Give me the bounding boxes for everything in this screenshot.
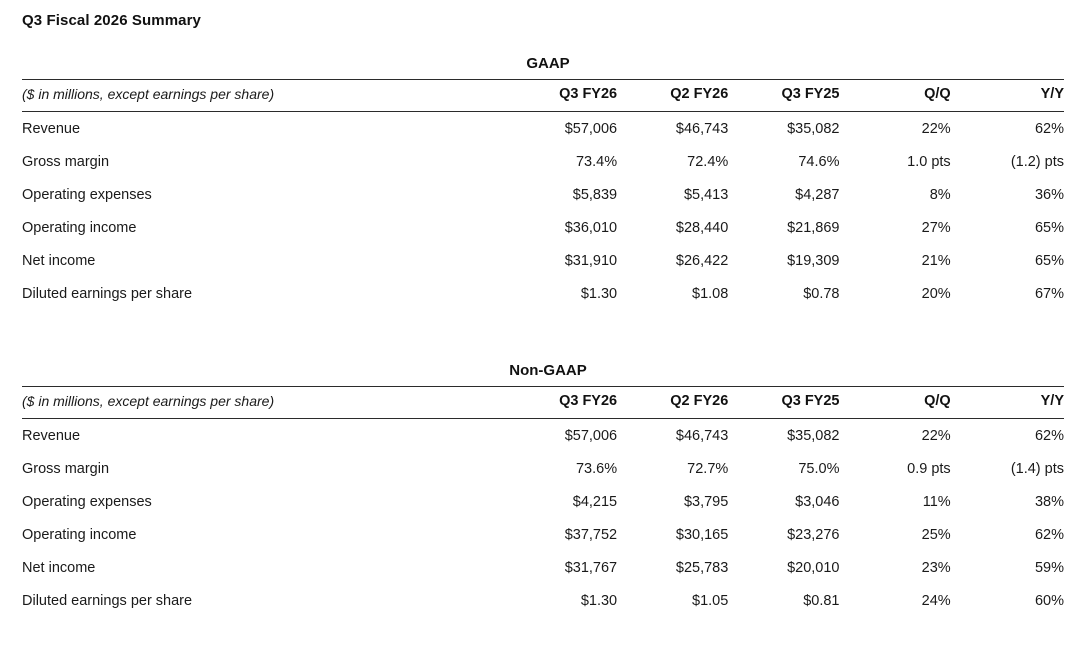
gaap-opex-q3fy25: $4,287: [795, 186, 840, 203]
non-gaap-diluted-eps-q2fy26: $1.05: [692, 592, 729, 609]
gaap-gross-margin-yoy: (1.2) pts: [1010, 153, 1064, 170]
gaap-row-label-operating-income: Operating income: [22, 219, 137, 236]
gaap-gross-margin-q3fy25: 74.6%: [798, 153, 840, 170]
gaap-gross-margin-q2fy26: 72.4%: [687, 153, 729, 170]
gaap-operating-income-yoy: 65%: [1034, 219, 1064, 236]
non-gaap-col-q3fy26: Q3 FY26: [506, 387, 617, 419]
gaap-diluted-eps-yoy: 67%: [1034, 285, 1064, 302]
non-gaap-net-income-q3fy25: $20,010: [787, 559, 840, 576]
non-gaap-diluted-eps-q3fy25: $0.81: [803, 592, 840, 609]
gaap-units-note: ($ in millions, except earnings per share): [22, 80, 506, 112]
non-gaap-row-label-gross-margin: Gross margin: [22, 460, 110, 477]
non-gaap-section-heading-label: Non-GAAP: [509, 362, 587, 379]
non-gaap-gross-margin-yoy: (1.4) pts: [1010, 460, 1064, 477]
non-gaap-row-label-diluted-eps: Diluted earnings per share: [22, 592, 193, 609]
non-gaap-row-label-revenue: Revenue: [22, 427, 81, 444]
non-gaap-table: [22, 386, 1064, 617]
non-gaap-revenue-yoy: 62%: [1034, 427, 1064, 444]
non-gaap-net-income-qoq: 23%: [921, 559, 951, 576]
non-gaap-revenue-q3fy26: $57,006: [564, 427, 618, 444]
non-gaap-net-income-q2fy26: $25,783: [675, 559, 729, 576]
gaap-opex-q2fy26: $5,413: [683, 186, 729, 203]
non-gaap-row-label-operating-expenses: Operating expenses: [22, 493, 152, 510]
non-gaap-units-note: ($ in millions, except earnings per share): [22, 387, 506, 419]
non-gaap-diluted-eps-qoq: 24%: [921, 592, 951, 609]
non-gaap-operating-income-yoy: 62%: [1034, 526, 1064, 543]
gaap-section: [22, 55, 1064, 310]
table-row: [22, 244, 1064, 277]
non-gaap-net-income-q3fy26: $31,767: [564, 559, 618, 576]
gaap-diluted-eps-q2fy26: $1.08: [692, 285, 729, 302]
non-gaap-operating-income-qoq: 25%: [921, 526, 951, 543]
non-gaap-gross-margin-qoq: 0.9 pts: [907, 460, 951, 477]
gaap-revenue-yoy: 62%: [1034, 120, 1064, 137]
gaap-col-q3fy26: Q3 FY26: [506, 80, 617, 112]
table-row: [22, 452, 1064, 485]
non-gaap-gross-margin-q2fy26: 72.7%: [687, 460, 729, 477]
non-gaap-table-header-row: [22, 387, 1064, 419]
non-gaap-opex-q2fy26: $3,795: [683, 493, 729, 510]
gaap-net-income-yoy: 65%: [1034, 252, 1064, 269]
gaap-net-income-q3fy26: $31,910: [564, 252, 618, 269]
table-row: [22, 211, 1064, 244]
gaap-col-yoy: Y/Y: [951, 80, 1064, 112]
table-row: [22, 112, 1064, 146]
non-gaap-opex-qoq: 11%: [922, 493, 951, 510]
gaap-gross-margin-qoq: 1.0 pts: [907, 153, 951, 170]
non-gaap-gross-margin-q3fy26: 73.6%: [575, 460, 618, 477]
gaap-opex-yoy: 36%: [1034, 186, 1064, 203]
gaap-net-income-qoq: 21%: [921, 252, 951, 269]
non-gaap-operating-income-q3fy25: $23,276: [787, 526, 840, 543]
gaap-row-label-net-income: Net income: [22, 252, 96, 269]
gaap-operating-income-q2fy26: $28,440: [675, 219, 729, 236]
non-gaap-gross-margin-q3fy25: 75.0%: [798, 460, 840, 477]
non-gaap-diluted-eps-yoy: 60%: [1034, 592, 1064, 609]
gaap-col-qoq: Q/Q: [839, 80, 950, 112]
table-row: [22, 485, 1064, 518]
gaap-section-heading: [22, 55, 1064, 72]
non-gaap-net-income-yoy: 59%: [1034, 559, 1064, 576]
non-gaap-col-yoy: Y/Y: [951, 387, 1064, 419]
gaap-opex-qoq: 8%: [929, 186, 951, 203]
gaap-col-q3fy25: Q3 FY25: [728, 80, 839, 112]
gaap-operating-income-qoq: 27%: [921, 219, 951, 236]
gaap-revenue-q2fy26: $46,743: [675, 120, 729, 137]
non-gaap-section-heading: [22, 362, 1064, 379]
gaap-row-label-gross-margin: Gross margin: [22, 153, 110, 170]
non-gaap-col-q3fy25: Q3 FY25: [728, 387, 839, 419]
non-gaap-diluted-eps-q3fy26: $1.30: [580, 592, 618, 609]
table-row: [22, 178, 1064, 211]
non-gaap-opex-yoy: 38%: [1034, 493, 1064, 510]
gaap-diluted-eps-q3fy26: $1.30: [580, 285, 618, 302]
page-title: Q3 Fiscal 2026 Summary: [22, 12, 201, 29]
gaap-row-label-diluted-eps: Diluted earnings per share: [22, 285, 193, 302]
gaap-diluted-eps-q3fy25: $0.78: [803, 285, 840, 302]
gaap-opex-q3fy26: $5,839: [572, 186, 618, 203]
non-gaap-revenue-q3fy25: $35,082: [787, 427, 840, 444]
gaap-revenue-qoq: 22%: [921, 120, 951, 137]
table-row: [22, 518, 1064, 551]
non-gaap-section: [22, 362, 1064, 617]
gaap-revenue-q3fy25: $35,082: [787, 120, 840, 137]
gaap-row-label-operating-expenses: Operating expenses: [22, 186, 152, 203]
non-gaap-row-label-net-income: Net income: [22, 559, 96, 576]
gaap-row-label-revenue: Revenue: [22, 120, 81, 137]
gaap-col-q2fy26: Q2 FY26: [617, 80, 728, 112]
table-row: [22, 277, 1064, 310]
gaap-net-income-q3fy25: $19,309: [787, 252, 840, 269]
non-gaap-opex-q3fy25: $3,046: [795, 493, 840, 510]
table-row: [22, 584, 1064, 617]
gaap-table-header-row: [22, 80, 1064, 112]
gaap-revenue-q3fy26: $57,006: [564, 120, 618, 137]
non-gaap-operating-income-q2fy26: $30,165: [675, 526, 729, 543]
non-gaap-revenue-qoq: 22%: [921, 427, 951, 444]
non-gaap-col-q2fy26: Q2 FY26: [617, 387, 728, 419]
table-row: [22, 551, 1064, 584]
table-row: [22, 419, 1064, 453]
non-gaap-col-qoq: Q/Q: [839, 387, 950, 419]
gaap-diluted-eps-qoq: 20%: [921, 285, 951, 302]
gaap-net-income-q2fy26: $26,422: [675, 252, 729, 269]
gaap-gross-margin-q3fy26: 73.4%: [575, 153, 618, 170]
gaap-operating-income-q3fy26: $36,010: [564, 219, 618, 236]
non-gaap-revenue-q2fy26: $46,743: [675, 427, 729, 444]
gaap-section-heading-label: GAAP: [526, 55, 570, 72]
non-gaap-row-label-operating-income: Operating income: [22, 526, 137, 543]
non-gaap-operating-income-q3fy26: $37,752: [564, 526, 618, 543]
table-row: [22, 145, 1064, 178]
gaap-operating-income-q3fy25: $21,869: [787, 219, 840, 236]
gaap-table: [22, 79, 1064, 310]
non-gaap-opex-q3fy26: $4,215: [572, 493, 618, 510]
